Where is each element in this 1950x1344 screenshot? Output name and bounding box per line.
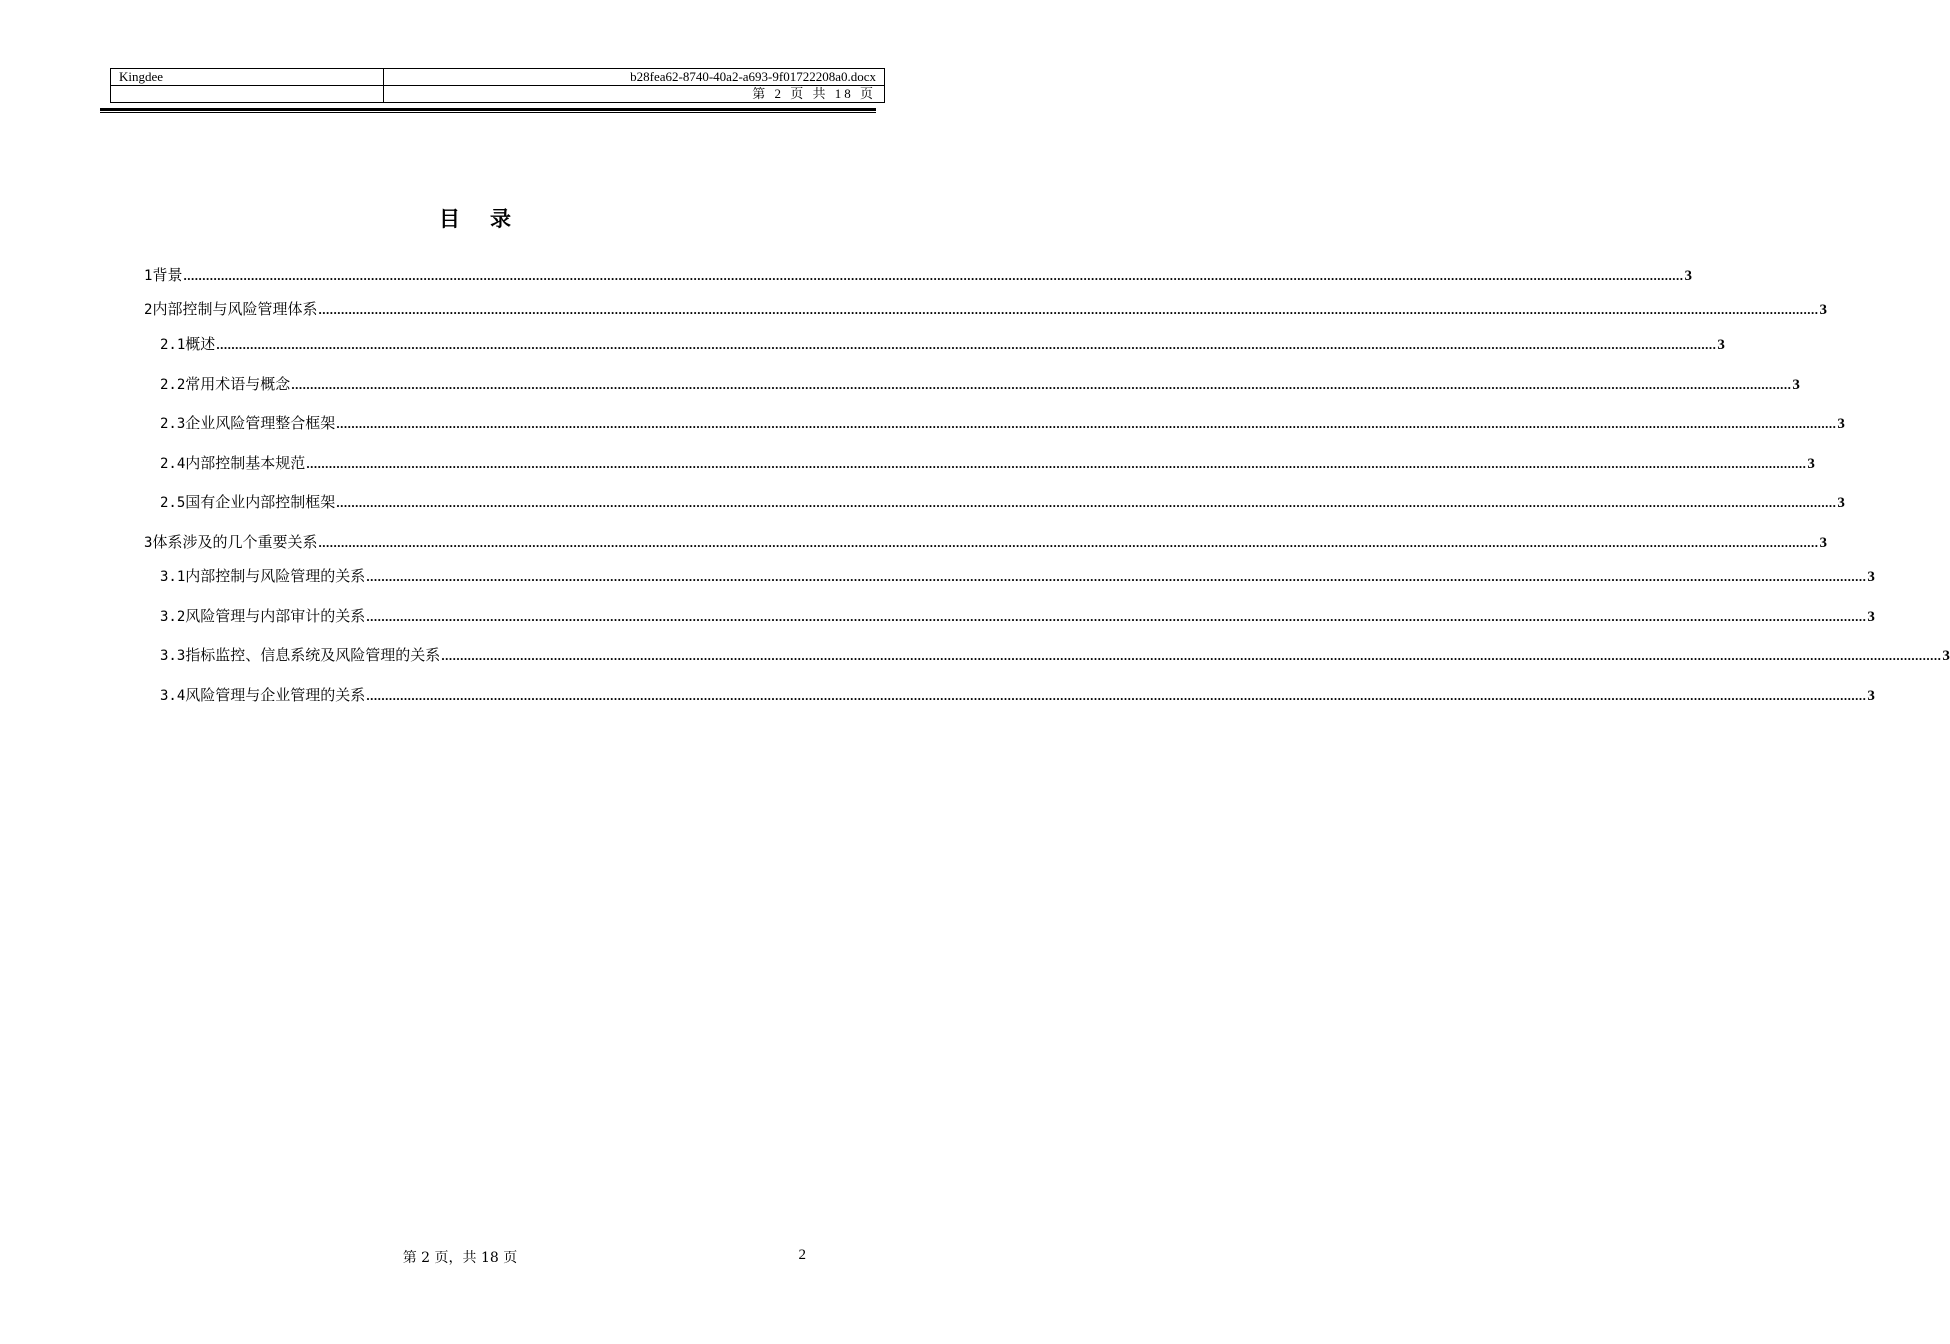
header-empty-cell — [111, 86, 384, 103]
toc-entry-text: 内部控制与风险管理的关系 — [185, 567, 366, 585]
toc-entry-number: 2.1 — [160, 337, 186, 353]
toc-dot-leader: ................................................................................................................................................................................................................................................................................................................................................................................................................ — [366, 609, 1867, 624]
header-table — [110, 68, 885, 103]
toc-dot-leader: ................................................................................................................................................................................................................................................................................................................................................................................................................ — [183, 268, 1684, 283]
toc-entry-number: 3.3 — [160, 648, 186, 664]
toc-entry-page: 3 — [1867, 609, 1875, 625]
toc-entry-page: 3 — [1942, 648, 1950, 664]
toc-entry-number: 2.3 — [160, 416, 186, 432]
toc-entry[interactable] — [144, 264, 1692, 286]
toc-entry-number: 2.4 — [160, 456, 186, 472]
toc-dot-leader: ................................................................................................................................................................................................................................................................................................................................................................................................................ — [336, 495, 1837, 510]
toc-dot-leader: ................................................................................................................................................................................................................................................................................................................................................................................................................ — [306, 456, 1807, 471]
toc-entry-number: 2.5 — [160, 495, 186, 511]
toc-entry-page: 3 — [1819, 535, 1827, 551]
header-rule-thick — [100, 108, 876, 111]
toc-entry-number: 3.4 — [160, 688, 186, 704]
toc-entry-text: 风险管理与内部审计的关系 — [185, 607, 366, 625]
toc-entry-number: 3 — [144, 535, 153, 551]
toc-entry-page: 3 — [1837, 416, 1845, 432]
toc-entry-page: 3 — [1792, 377, 1800, 393]
toc-entry[interactable] — [160, 565, 1875, 587]
toc-entry-text: 内部控制基本规范 — [185, 454, 306, 472]
toc-entry[interactable] — [160, 412, 1845, 434]
toc-dot-leader: ................................................................................................................................................................................................................................................................................................................................................................................................................ — [366, 688, 1867, 703]
header-filename: b28fea62-8740-40a2-a693-9f01722208a0.docx — [384, 69, 885, 86]
toc-dot-leader: ................................................................................................................................................................................................................................................................................................................................................................................................................ — [336, 416, 1837, 431]
toc-dot-leader: ................................................................................................................................................................................................................................................................................................................................................................................................................ — [318, 302, 1819, 317]
toc-entry[interactable] — [160, 684, 1875, 706]
toc-entry[interactable] — [160, 333, 1725, 355]
toc-entry-text: 体系涉及的几个重要关系 — [152, 533, 318, 551]
toc-entry-number: 3.2 — [160, 609, 186, 625]
toc-title: 目录 — [439, 207, 541, 231]
toc-entry-page: 3 — [1807, 456, 1815, 472]
toc-entry-page: 3 — [1717, 337, 1725, 353]
toc-entry[interactable] — [144, 298, 1827, 320]
toc-entry-number: 2 — [144, 302, 153, 318]
toc-entry-text: 概述 — [185, 335, 216, 353]
toc-entry-text: 背景 — [152, 266, 183, 284]
toc-entry-number: 3.1 — [160, 569, 186, 585]
header-page-indicator: 第 2 页 共 18 页 — [384, 86, 885, 103]
toc-entry-page: 3 — [1837, 495, 1845, 511]
toc-entry-page: 3 — [1684, 268, 1692, 284]
header-rule-thin — [100, 112, 876, 113]
toc-entry-text: 内部控制与风险管理体系 — [152, 300, 318, 318]
toc-entry-text: 国有企业内部控制框架 — [185, 493, 336, 511]
toc-dot-leader: ................................................................................................................................................................................................................................................................................................................................................................................................................ — [366, 569, 1867, 584]
toc-dot-leader: ................................................................................................................................................................................................................................................................................................................................................................................................................ — [291, 377, 1792, 392]
toc-entry-text: 风险管理与企业管理的关系 — [185, 686, 366, 704]
toc-entry-number: 2.2 — [160, 377, 186, 393]
toc-entry[interactable] — [160, 644, 1950, 666]
toc-dot-leader: ................................................................................................................................................................................................................................................................................................................................................................................................................ — [216, 337, 1717, 352]
toc-entry[interactable] — [160, 373, 1800, 395]
toc-dot-leader: ................................................................................................................................................................................................................................................................................................................................................................................................................ — [318, 535, 1819, 550]
header-company: Kingdee — [111, 69, 384, 86]
footer-page-text: 第 2 页，共 18 页 — [402, 1250, 518, 1266]
toc-entry[interactable] — [160, 452, 1815, 474]
toc-entry-text: 企业风险管理整合框架 — [185, 414, 336, 432]
toc-entry[interactable] — [160, 491, 1845, 513]
toc-entry-page: 3 — [1819, 302, 1827, 318]
toc-entry-page: 3 — [1867, 688, 1875, 704]
toc-entry-text: 指标监控、信息系统及风险管理的关系 — [185, 646, 441, 664]
toc-entry-text: 常用术语与概念 — [185, 375, 291, 393]
toc-dot-leader: ................................................................................................................................................................................................................................................................................................................................................................................................................ — [441, 648, 1942, 663]
footer-page-number: 2 — [798, 1247, 806, 1263]
toc-entry[interactable] — [160, 605, 1875, 627]
toc-entry-page: 3 — [1867, 569, 1875, 585]
toc-entry-number: 1 — [144, 268, 153, 284]
toc-entry[interactable] — [144, 531, 1827, 553]
